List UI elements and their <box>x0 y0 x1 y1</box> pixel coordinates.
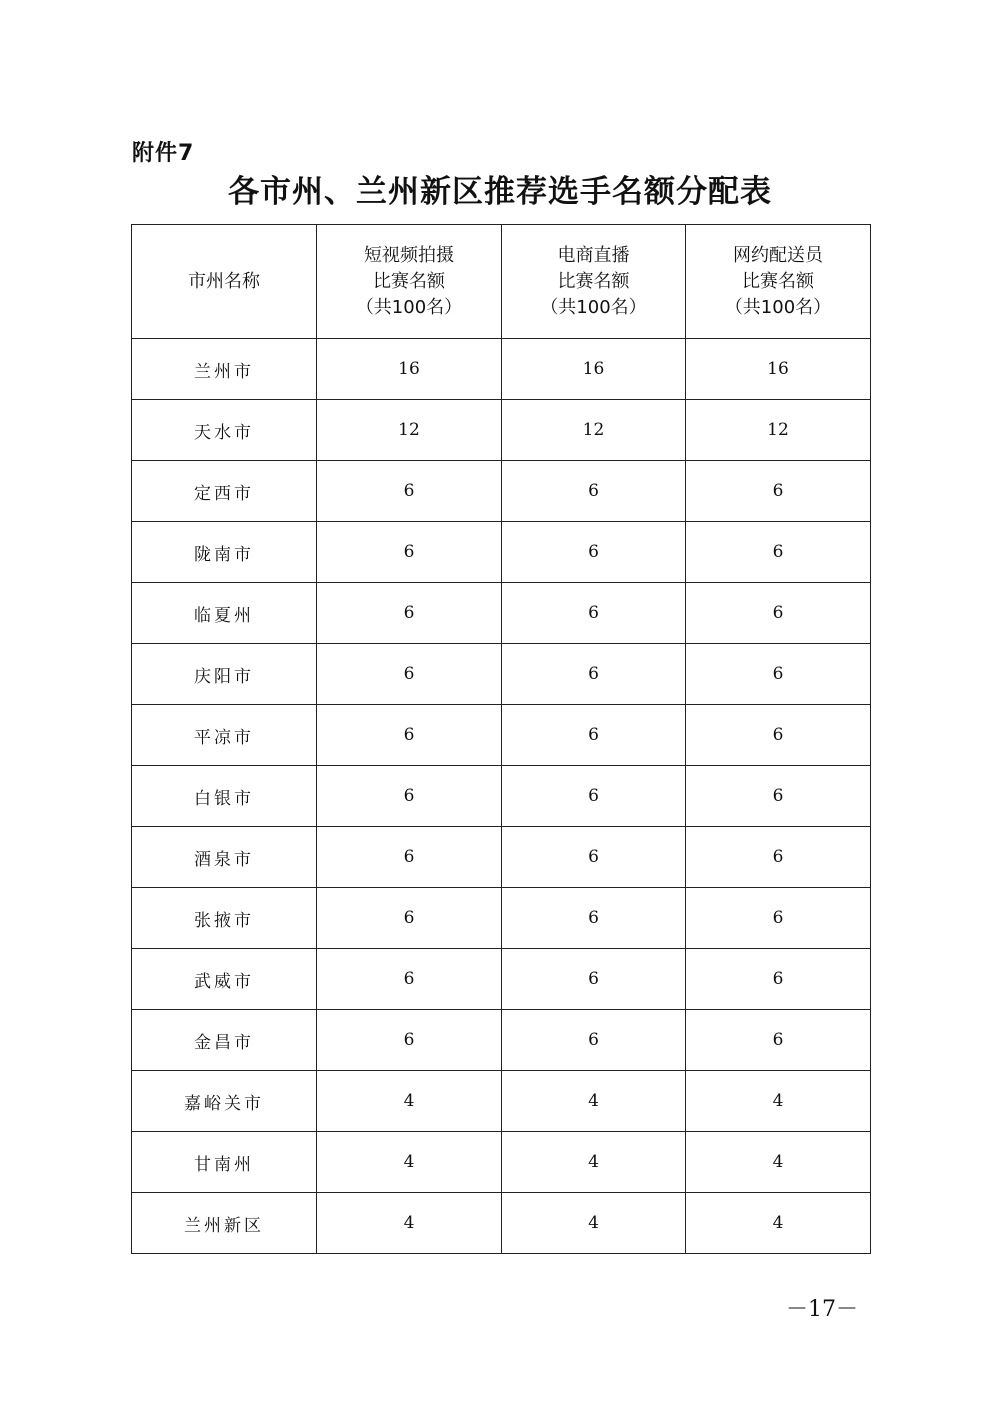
ecommerce-quota-cell: 6 <box>502 644 686 705</box>
header-line: （共100名） <box>355 296 463 318</box>
ecommerce-quota-cell: 4 <box>502 1193 686 1254</box>
ecommerce-quota-cell: 6 <box>502 1010 686 1071</box>
city-cell: 张掖市 <box>132 888 317 949</box>
delivery-quota-cell: 6 <box>686 522 871 583</box>
header-line: 电商直播 <box>557 244 630 266</box>
city-cell: 金昌市 <box>132 1010 317 1071</box>
ecommerce-quota-cell: 6 <box>502 888 686 949</box>
table-row <box>132 766 871 827</box>
ecommerce-quota-cell: 16 <box>502 339 686 400</box>
city-cell: 兰州市 <box>132 339 317 400</box>
delivery-quota-cell: 4 <box>686 1132 871 1193</box>
header-ecommerce-live-quota <box>502 225 686 339</box>
ecommerce-quota-cell: 4 <box>502 1132 686 1193</box>
header-line: 网约配送员 <box>733 244 823 266</box>
header-line: 比赛名额 <box>557 270 630 292</box>
table-row <box>132 705 871 766</box>
city-cell: 天水市 <box>132 400 317 461</box>
delivery-quota-cell: 6 <box>686 888 871 949</box>
video-quota-cell: 4 <box>317 1193 502 1254</box>
video-quota-cell: 4 <box>317 1071 502 1132</box>
city-cell: 平凉市 <box>132 705 317 766</box>
ecommerce-quota-cell: 6 <box>502 522 686 583</box>
city-cell: 临夏州 <box>132 583 317 644</box>
page-title: 各市州、兰州新区推荐选手名额分配表 <box>228 174 772 210</box>
header-line: 短视频拍摄 <box>364 244 454 266</box>
attachment-label: 附件7 <box>132 141 195 166</box>
table-row <box>132 1010 871 1071</box>
delivery-quota-cell: 16 <box>686 339 871 400</box>
delivery-quota-cell: 4 <box>686 1071 871 1132</box>
table-row <box>132 827 871 888</box>
header-line: （共100名） <box>540 296 647 318</box>
table-row <box>132 888 871 949</box>
ecommerce-quota-cell: 6 <box>502 766 686 827</box>
quota-table <box>131 224 871 1254</box>
video-quota-cell: 6 <box>317 522 502 583</box>
city-cell: 陇南市 <box>132 522 317 583</box>
city-cell: 兰州新区 <box>132 1193 317 1254</box>
table-row <box>132 1132 871 1193</box>
delivery-quota-cell: 6 <box>686 583 871 644</box>
video-quota-cell: 6 <box>317 1010 502 1071</box>
table-row <box>132 461 871 522</box>
video-quota-cell: 6 <box>317 644 502 705</box>
table-row <box>132 1193 871 1254</box>
table-row <box>132 1071 871 1132</box>
ecommerce-quota-cell: 6 <box>502 583 686 644</box>
video-quota-cell: 6 <box>317 705 502 766</box>
city-cell: 白银市 <box>132 766 317 827</box>
delivery-quota-cell: 12 <box>686 400 871 461</box>
header-city-name <box>132 225 317 339</box>
delivery-quota-cell: 6 <box>686 1010 871 1071</box>
header-line: 市州名称 <box>188 270 260 292</box>
delivery-quota-cell: 6 <box>686 644 871 705</box>
city-cell: 定西市 <box>132 461 317 522</box>
video-quota-cell: 6 <box>317 949 502 1010</box>
table-header-row <box>132 225 871 339</box>
video-quota-cell: 6 <box>317 766 502 827</box>
table-row <box>132 339 871 400</box>
city-cell: 庆阳市 <box>132 644 317 705</box>
video-quota-cell: 6 <box>317 827 502 888</box>
delivery-quota-cell: 6 <box>686 827 871 888</box>
city-cell: 酒泉市 <box>132 827 317 888</box>
header-delivery-rider-quota <box>686 225 871 339</box>
header-line: （共100名） <box>724 296 832 318</box>
video-quota-cell: 4 <box>317 1132 502 1193</box>
table-row <box>132 522 871 583</box>
table-row <box>132 583 871 644</box>
ecommerce-quota-cell: 4 <box>502 1071 686 1132</box>
city-cell: 甘南州 <box>132 1132 317 1193</box>
header-line: 比赛名额 <box>373 270 445 292</box>
ecommerce-quota-cell: 6 <box>502 461 686 522</box>
header-short-video-quota <box>317 225 502 339</box>
table-row <box>132 949 871 1010</box>
city-cell: 武威市 <box>132 949 317 1010</box>
ecommerce-quota-cell: 12 <box>502 400 686 461</box>
video-quota-cell: 6 <box>317 888 502 949</box>
city-cell: 嘉峪关市 <box>132 1071 317 1132</box>
delivery-quota-cell: 6 <box>686 705 871 766</box>
ecommerce-quota-cell: 6 <box>502 827 686 888</box>
table-row <box>132 644 871 705</box>
video-quota-cell: 12 <box>317 400 502 461</box>
delivery-quota-cell: 6 <box>686 766 871 827</box>
ecommerce-quota-cell: 6 <box>502 949 686 1010</box>
video-quota-cell: 6 <box>317 583 502 644</box>
video-quota-cell: 6 <box>317 461 502 522</box>
delivery-quota-cell: 6 <box>686 949 871 1010</box>
table-row <box>132 400 871 461</box>
delivery-quota-cell: 6 <box>686 461 871 522</box>
delivery-quota-cell: 4 <box>686 1193 871 1254</box>
video-quota-cell: 16 <box>317 339 502 400</box>
page-number: －17－ <box>786 1297 858 1322</box>
ecommerce-quota-cell: 6 <box>502 705 686 766</box>
header-line: 比赛名额 <box>742 270 814 292</box>
